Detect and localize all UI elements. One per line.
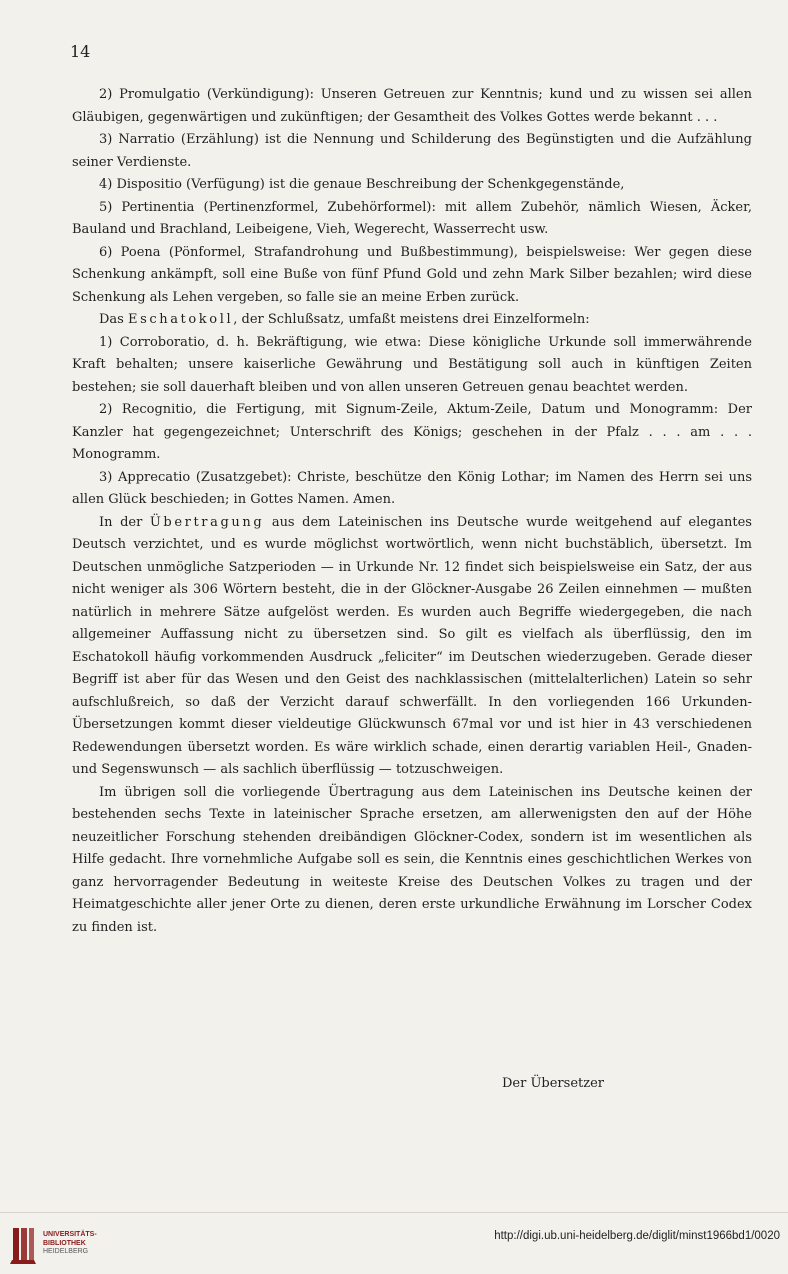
paragraph-closing: Im übrigen soll die vorliegende Übertragung aus dem Lateinischen ins Deutsche keinen der bestehenden sechs Texte in lateinischer Sprache ersetzen, am allerwenigsten den auf der Höhe neuzeitlicher Forschung stehenden dreibändigen Glöckner-Codex, sondern ist im wesentlichen als Hilfe gedacht. Ihre vornehmliche Aufgabe soll es sein, die Kenntnis eines geschichtlichen Werkes von ganz hervorragender Bedeutung in weiteste Kreise des Deutschen Volkes zu tragen und der Heimatgeschichte aller jener Orte zu dienen, deren erste urkundliche Erwähnung im Lorscher Codex zu finden ist.: [72, 784, 752, 935]
footer-divider: [0, 1212, 788, 1213]
university-logo-icon: [10, 1223, 36, 1265]
paragraph-pertinentia: 5) Pertinentia (Pertinenzformel, Zubehörformel): mit allem Zubehör, nämlich Wiesen, Äcker, Bauland und Brachland, Leibeigene, Vieh, Wegerecht, Wasserrecht usw.: [72, 199, 752, 237]
uebertragung-suffix: aus dem Lateinischen ins Deutsche wurde weitgehend auf elegantes Deutsch verzichtet, und es wurde möglichst wortwörtlich, wenn nicht buchstäblich, übersetzt. Im Deutschen unmögliche Satzperioden — in Urkunde Nr. 12 findet sich beispielsweise ein Satz, der aus nicht weniger als 306 Wörtern besteht, die in der Glöckner-Ausgabe 26 Zeilen einnehmen — mußten natürlich in mehrere Sätze aufgelöst werden. Es wurden auch Begriffe wiedergegeben, die nach allgemeiner Auffassung nicht zu übersetzen sind. So gilt es vielfach als überflüssig, den im Eschatokoll häufig vorkommenden Ausdruck „feliciter“ im Deutschen wiederzugeben. Gerade dieser Begriff ist aber für das Wesen und den Geist des nachklassischen (mittelalterlichen) Latein so sehr aufschlußreich, so daß der Verzicht darauf schwerfällt. In den vorliegenden 166 Urkunden-Übersetzungen kommt dieser vieldeutige Glückwunsch 67mal vor und ist hier in 43 verschiedenen Redewendungen übersetzt worden. Es wäre wirklich schade, einen derartig variablen Heil-, Gnaden- und Segenswunsch — als sachlich überflüssig — totzuschweigen.: [72, 514, 752, 777]
paragraph-uebertragung: [72, 512, 752, 782]
eschatokoll-term: Eschatokoll: [127, 312, 234, 327]
library-name-line-1: UNIVERSITÄTS-: [43, 1231, 97, 1239]
page-number: 14: [70, 42, 91, 61]
paragraph-promulgatio: 2) Promulgatio (Verkündigung): Unseren Getreuen zur Kenntnis; kund und zu wissen sei allen Gläubigen, gegenwärtigen und zukünftigen; der Gesamtheit des Volkes Gottes werde bekannt . . .: [72, 87, 752, 125]
library-logo[interactable]: [10, 1223, 97, 1265]
paragraph-narratio: 3) Narratio (Erzählung) ist die Nennung und Schilderung des Begünstigten und die Aufzählung seiner Verdienste.: [72, 132, 752, 170]
paragraph-apprecatio: 3) Apprecatio (Zusatzgebet): Christe, beschütze den König Lothar; im Namen des Herrn sei uns allen Glück beschieden; in Gottes Namen. Amen.: [72, 469, 752, 507]
source-url-link[interactable]: http://digi.ub.uni-heidelberg.de/diglit/minst1966bd1/0020: [494, 1230, 780, 1242]
paragraph-poena: 6) Poena (Pönformel, Strafandrohung und Bußbestimmung), beispielsweise: Wer gegen diese Schenkung ankämpft, soll eine Buße von fünf Pfund Gold und zehn Mark Silber bezahlen; wird diese Schenkung als Lehen vergeben, so falle sie an meine Erben zurück.: [72, 244, 752, 305]
paragraph-dispositio: 4) Dispositio (Verfügung) ist die genaue Beschreibung der Schenkgegenstände,: [99, 177, 625, 192]
eschatokoll-prefix: Das: [99, 312, 128, 327]
library-name-line-2: BIBLIOTHEK: [43, 1239, 86, 1247]
paragraph-corroboratio: 1) Corroboratio, d. h. Bekräftigung, wie etwa: Diese königliche Urkunde soll immerwährende Kraft behalten; unsere kaiserliche Gewährung und Bestätigung soll auch in künftigen Zeiten bestehen; sie soll dauerhaft bleiben und von allen unseren Getreuen genau beachtet werden.: [72, 334, 752, 395]
library-name-line-3: HEIDELBERG: [43, 1248, 89, 1256]
document-body: [72, 84, 752, 939]
paragraph-eschatokoll: [72, 309, 752, 332]
library-name: [43, 1231, 97, 1257]
uebertragung-prefix: In der: [99, 514, 150, 530]
paragraph-recognitio: 2) Recognitio, die Fertigung, mit Signum-Zeile, Aktum-Zeile, Datum und Monogramm: Der Kanzler hat gegengezeichnet; Unterschrift des Königs; geschehen in der Pfalz . . . am . . . Monogramm.: [72, 402, 752, 462]
uebertragung-term: Übertragung: [149, 514, 265, 530]
eschatokoll-suffix: , der Schlußsatz, umfaßt meistens drei Einzelformeln:: [233, 312, 590, 327]
signature: Der Übersetzer: [502, 1076, 604, 1091]
